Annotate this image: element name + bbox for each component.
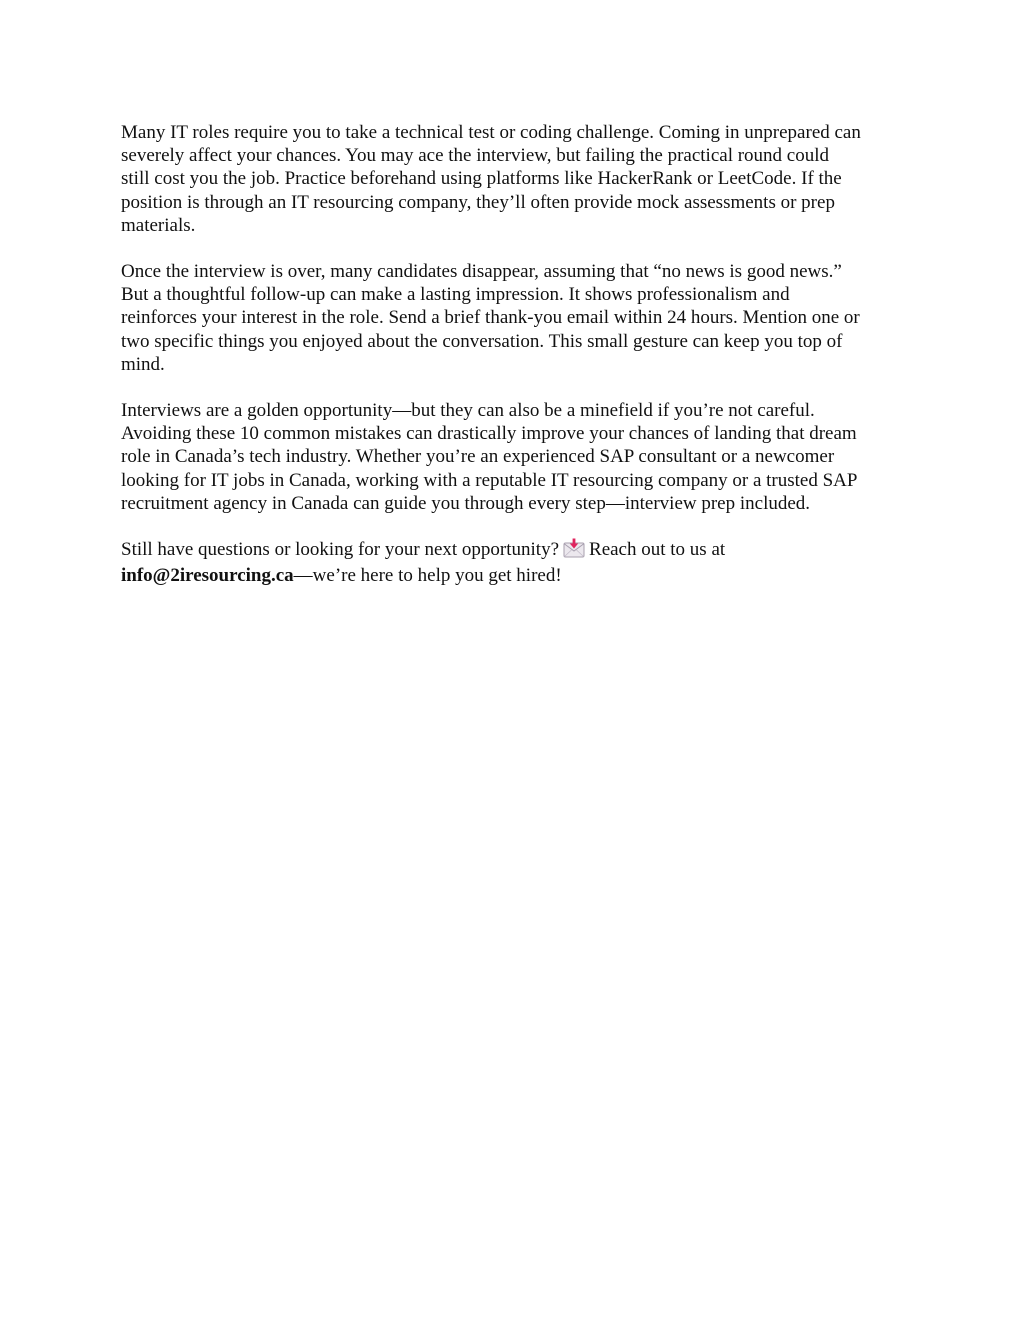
paragraph-line: Many IT roles require you to take a technical test or coding challenge. Coming in unprepared can xyxy=(121,122,861,143)
paragraph-line: reinforces your interest in the role. Send a brief thank-you email within 24 hours. Mention one or xyxy=(121,307,860,329)
document-body xyxy=(121,121,911,610)
paragraph-follow-up xyxy=(121,260,911,376)
paragraph-line: two specific things you enjoyed about the conversation. This small gesture can keep you top of xyxy=(121,330,843,352)
paragraph-line: severely affect your chances. You may ace the interview, but failing the practical round could xyxy=(121,145,830,167)
paragraph-line: looking for IT jobs in Canada, working with a reputable IT resourcing company or a trusted SAP xyxy=(121,469,858,491)
paragraph-line: recruitment agency in Canada can guide you through every step—interview prep included. xyxy=(121,492,811,514)
paragraph-line: role in Canada’s tech industry. Whether you’re an experienced SAP consultant or a newcomer xyxy=(121,446,835,468)
envelope-with-arrow-icon xyxy=(563,538,585,564)
contact-reach-out-text: Reach out to us at xyxy=(589,539,726,561)
paragraph-conclusion xyxy=(121,399,911,515)
paragraph-line: mind. xyxy=(121,353,165,375)
paragraph-line: Once the interview is over, many candidates disappear, assuming that “no news is good news.” xyxy=(121,261,842,283)
paragraph-line: Avoiding these 10 common mistakes can drastically improve your chances of landing that dream xyxy=(121,423,857,445)
contact-line-1 xyxy=(121,538,911,564)
paragraph-technical-test xyxy=(121,121,911,237)
email-address-link[interactable]: info@2iresourcing.ca xyxy=(121,565,294,587)
paragraph-contact xyxy=(121,538,911,587)
paragraph-line: Interviews are a golden opportunity—but they can also be a minefield if you’re not careful. xyxy=(121,400,815,422)
paragraph-line: But a thoughtful follow-up can make a lasting impression. It shows professionalism and xyxy=(121,284,790,306)
paragraph-line: materials. xyxy=(121,214,196,236)
contact-question-text: Still have questions or looking for your next opportunity? xyxy=(121,539,560,561)
paragraph-line: position is through an IT resourcing company, they’ll often provide mock assessments or prep xyxy=(121,191,835,213)
contact-line-2 xyxy=(121,564,911,587)
contact-closing-text: —we’re here to help you get hired! xyxy=(293,565,562,587)
paragraph-line: still cost you the job. Practice beforehand using platforms like HackerRank or LeetCode. If the xyxy=(121,168,842,190)
